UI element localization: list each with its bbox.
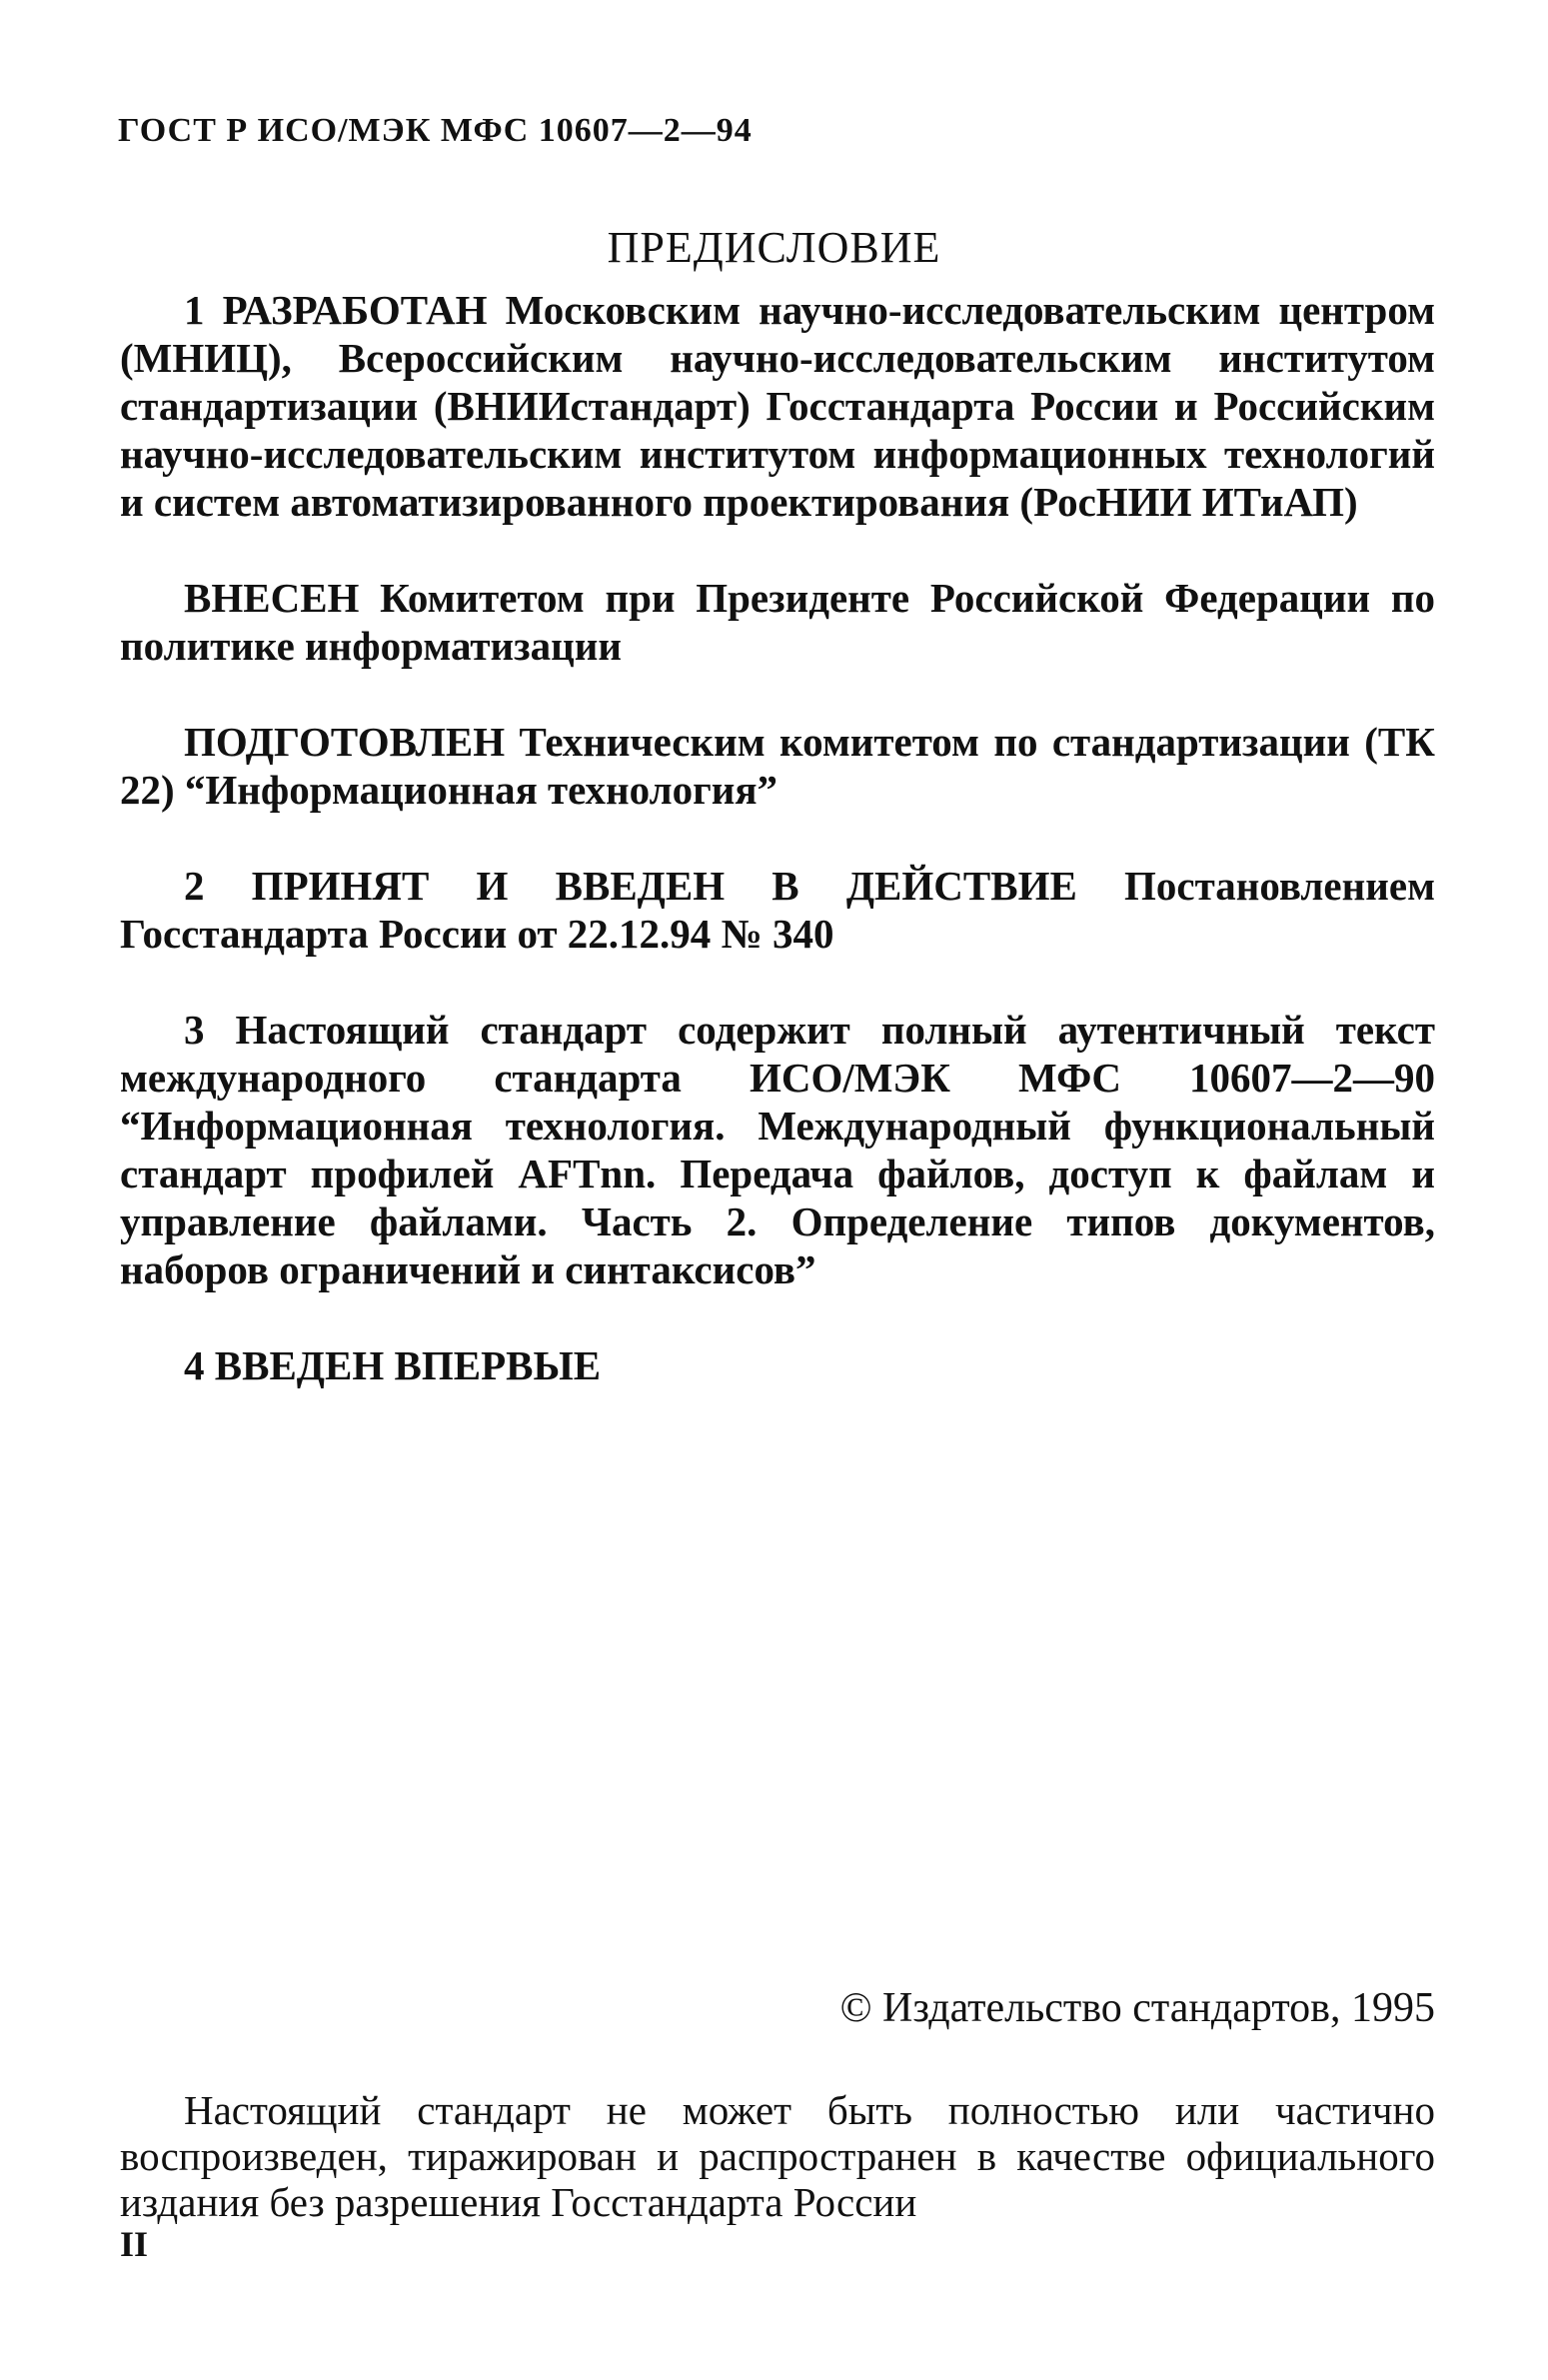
- reproduction-notice: Настоящий стандарт не может быть полностью или частично воспроизведен, тиражирован и распространен в качестве официального издания без разрешения Госстандарта России: [120, 2087, 1435, 2225]
- preface-paragraph-content: 3 Настоящий стандарт содержит полный аутентичный текст международного стандарта ИСО/МЭК МФС 10607—2—90 “Информационная технология. Международный функциональный стандарт профилей AFTnn. Передача файлов, доступ к файлам и управление файлами. Часть 2. Определение типов документов, наборов ограничений и синтаксисов”: [120, 1007, 1435, 1292]
- preface-paragraph-first-introduced: 4 ВВЕДЕН ВПЕРВЫЕ: [184, 1342, 602, 1388]
- preface-paragraph-introduced: ВНЕСЕН Комитетом при Президенте Российской Федерации по политике информатизации: [120, 575, 1435, 669]
- preface-paragraph-developed: 1 РАЗРАБОТАН Московским научно-исследовательским центром (МНИЦ), Всероссийским научно-исследовательским институтом стандартизации (ВНИИстандарт) Госстандарта России и Российским научно-исследовательским институтом информационных технологий и систем автоматизированного проектирования (РосНИИ ИТиАП): [120, 287, 1435, 525]
- preface-body: [120, 286, 1435, 1437]
- preface-paragraph-prepared: ПОДГОТОВЛЕН Техническим комитетом по стандартизации (ТК 22) “Информационная технология”: [120, 719, 1435, 813]
- page-number: II: [120, 2224, 149, 2264]
- preface-paragraph-adopted: 2 ПРИНЯТ И ВВЕДЕН В ДЕЙСТВИЕ Постановлением Госстандарта России от 22.12.94 № 340: [120, 863, 1435, 957]
- page-title: ПРЕДИСЛОВИЕ: [607, 223, 941, 272]
- document-code-header: ГОСТ Р ИСО/МЭК МФС 10607—2—94: [118, 112, 753, 149]
- copyright-notice: © Издательство стандартов, 1995: [839, 1985, 1435, 2031]
